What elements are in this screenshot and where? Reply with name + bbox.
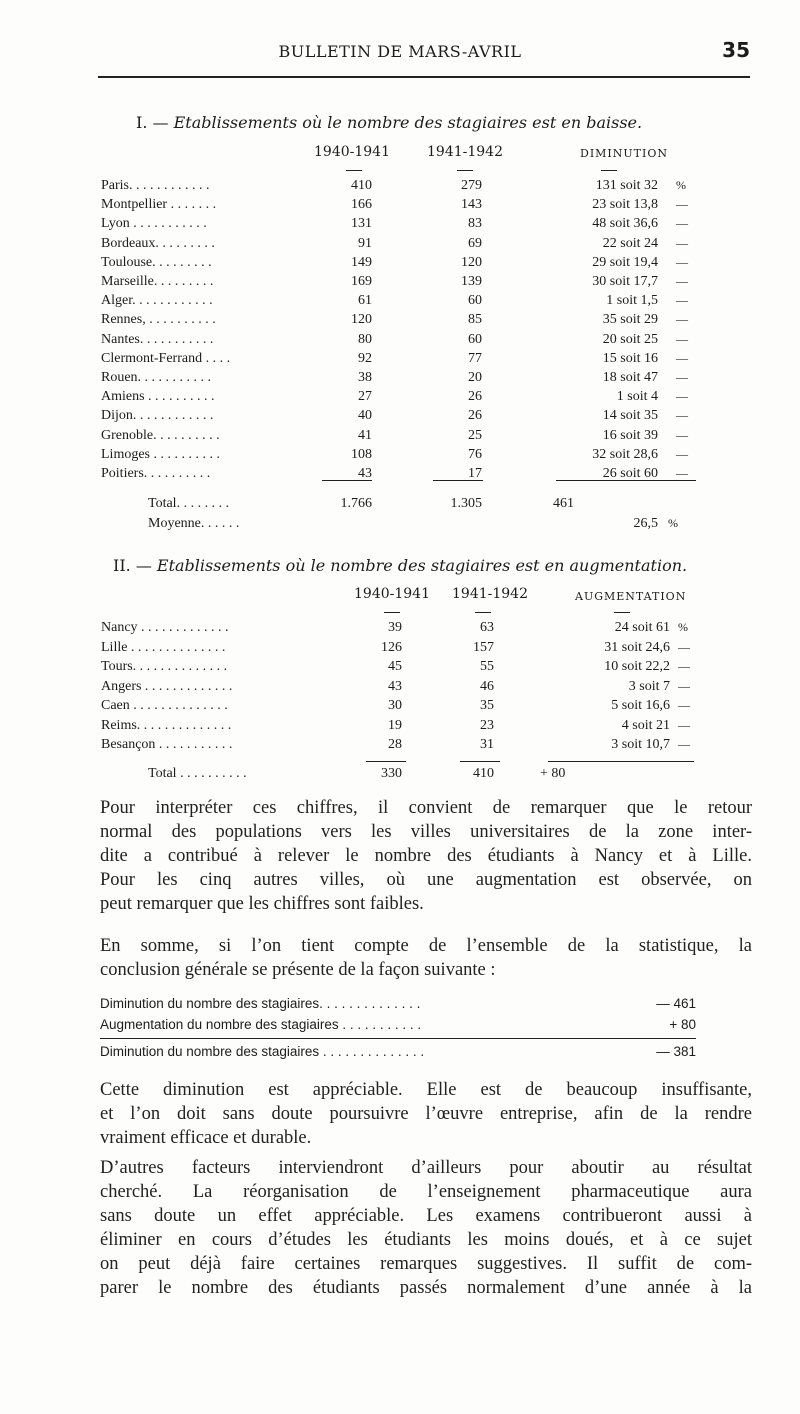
- row-unit: —: [678, 717, 690, 732]
- row-value-b: 26: [468, 408, 482, 424]
- p4-line: D’autres facteurs interviendront d’ailleurs pour aboutir au résultat: [100, 1158, 752, 1178]
- row-value-c: 31 soit 24,6: [604, 639, 670, 655]
- paragraph-1: [100, 796, 752, 916]
- s1-dash-c: [601, 170, 617, 171]
- s2-col-1941: 1941-1942: [452, 586, 528, 602]
- row-value-a: 108: [351, 446, 372, 462]
- row-name: Nancy . . . . . . . . . . . . .: [101, 620, 229, 635]
- row-name: Limoges . . . . . . . . . .: [101, 446, 220, 462]
- section-2-title: [113, 556, 687, 575]
- row-value-c: 5 soit 16,6: [611, 698, 670, 713]
- s2-total-c: + 80: [540, 766, 566, 781]
- s2-total-b: 410: [473, 766, 494, 781]
- s1-total-b: 1.305: [450, 496, 482, 511]
- row-value-b: 63: [480, 620, 494, 635]
- row-value-b: 60: [468, 293, 482, 309]
- s1-total-c: 461: [553, 496, 574, 511]
- p4-line: on peut déjà faire certaines remarques suggestives. Il suffit de com-: [100, 1254, 752, 1274]
- section-1-title: [136, 113, 642, 132]
- row-value-b: 35: [480, 698, 494, 713]
- row-value-b: 143: [461, 197, 482, 213]
- s2-total-rule-c: [548, 761, 694, 762]
- row-unit: —: [676, 293, 688, 308]
- s1-total-rule-b: [433, 480, 483, 481]
- row-value-c: 18 soit 47: [602, 370, 658, 385]
- row-value-c: 4 soit 21: [621, 717, 670, 733]
- table-row: [0, 312, 800, 332]
- row-value-c: 22 soit 24: [602, 235, 658, 251]
- row-value-b: 55: [480, 659, 494, 674]
- row-unit: —: [678, 698, 690, 712]
- row-unit: —: [676, 446, 688, 461]
- row-name: Caen . . . . . . . . . . . . . .: [101, 698, 228, 713]
- row-name: Rennes, . . . . . . . . . .: [101, 312, 216, 328]
- section-1-number: I. —: [136, 113, 169, 132]
- row-name: Alger. . . . . . . . . . . .: [101, 293, 213, 309]
- p1-line: peut remarquer que les chiffres sont faibles.: [100, 894, 424, 914]
- row-value-a: 120: [351, 312, 372, 328]
- row-value-a: 126: [381, 639, 402, 655]
- p1-line: dite a contribué à relever le nombre des étudiants à Nancy et à Lille.: [100, 846, 752, 866]
- table-row: [0, 737, 800, 757]
- row-unit: —: [676, 197, 688, 212]
- table-row: [0, 236, 800, 256]
- row-value-a: 40: [358, 408, 372, 424]
- row-value-a: 30: [388, 698, 402, 713]
- p4-line: sans doute un effet appréciable. Les examens contribueront aussi à: [100, 1206, 752, 1226]
- summary-value: — 461: [656, 996, 696, 1011]
- s2-dash-c: [614, 612, 630, 613]
- row-value-c: 30 soit 17,7: [592, 274, 658, 289]
- table-row: [0, 679, 800, 699]
- s1-moyenne-value: 26,5: [633, 516, 658, 531]
- row-value-b: 26: [468, 389, 482, 405]
- row-value-c: 3 soit 7: [628, 678, 670, 694]
- p4-line: cherché. La réorganisation de l’enseignement pharmaceutique aura: [100, 1182, 752, 1202]
- row-value-c: 131 soit 32: [595, 178, 658, 193]
- row-value-c: 20 soit 25: [602, 331, 658, 347]
- row-value-c: 14 soit 35: [602, 408, 658, 424]
- table-row: [0, 370, 800, 390]
- row-value-c: 48 soit 36,6: [592, 216, 658, 232]
- p3-line: vraiment efficace et durable.: [100, 1128, 312, 1148]
- table-row: [0, 408, 800, 428]
- row-value-c: 35 soit 29: [602, 312, 658, 328]
- s2-dash-a: [384, 612, 400, 613]
- table-row: [0, 718, 800, 738]
- row-name: Marseille. . . . . . . . .: [101, 274, 214, 289]
- summary-row-2: [100, 1017, 700, 1037]
- row-name: Bordeaux. . . . . . . . .: [101, 235, 215, 251]
- row-value-c: 32 soit 28,6: [592, 446, 658, 462]
- row-unit: —: [676, 216, 688, 231]
- row-value-b: 279: [461, 178, 482, 193]
- row-value-a: 19: [388, 717, 402, 733]
- s1-total-row: [0, 496, 800, 516]
- row-value-b: 76: [468, 446, 482, 462]
- row-value-c: 15 soit 16: [602, 350, 658, 366]
- row-value-b: 157: [473, 639, 494, 655]
- s2-dash-b: [475, 612, 491, 613]
- row-value-b: 69: [468, 235, 482, 251]
- p1-line: Pour les cinq autres villes, où une augmentation est observée, on: [100, 870, 752, 890]
- paragraph-2: [100, 934, 752, 982]
- row-value-c: 10 soit 22,2: [604, 659, 670, 674]
- row-name: Clermont-Ferrand . . . .: [101, 350, 231, 366]
- row-unit: —: [676, 235, 688, 250]
- summary-label: Diminution du nombre des stagiaires. . . . . . . . . . . . . .: [100, 996, 421, 1011]
- row-unit: —: [676, 331, 688, 346]
- row-name: Amiens . . . . . . . . . .: [101, 389, 215, 405]
- table-row: [0, 255, 800, 275]
- s1-dash-b: [457, 170, 473, 171]
- row-value-c: 26 soit 60: [602, 466, 658, 481]
- page-number: 35: [722, 38, 750, 62]
- table-row: [0, 351, 800, 371]
- section-2-heading: Etablissements où le nombre des stagiaires est en augmentation.: [156, 556, 688, 575]
- row-unit: —: [676, 427, 688, 442]
- row-value-a: 149: [351, 254, 372, 270]
- row-value-b: 77: [468, 350, 482, 366]
- row-value-a: 28: [388, 737, 402, 752]
- row-value-b: 83: [468, 216, 482, 232]
- s2-total-label: Total . . . . . . . . . .: [148, 766, 247, 781]
- row-value-a: 92: [358, 350, 372, 366]
- table-row: [0, 698, 800, 718]
- s1-col-diminution: DIMINUTION: [580, 147, 668, 160]
- row-unit: —: [676, 254, 688, 269]
- s1-dash-a: [346, 170, 362, 171]
- section-1-heading: Etablissements où le nombre des stagiaires est en baisse.: [173, 113, 643, 132]
- s1-total-a: 1.766: [340, 496, 372, 511]
- row-unit: —: [678, 678, 690, 693]
- row-value-c: 16 soit 39: [602, 427, 658, 443]
- p2-line: conclusion générale se présente de la façon suivante :: [100, 960, 496, 980]
- row-value-b: 60: [468, 331, 482, 347]
- summary-row-3: [100, 1044, 700, 1064]
- row-value-c: 24 soit 61: [614, 620, 670, 635]
- table-row: [0, 216, 800, 236]
- table-row: [0, 389, 800, 409]
- row-name: Besançon . . . . . . . . . . .: [101, 737, 233, 752]
- row-value-b: 17: [468, 466, 482, 481]
- row-value-a: 410: [351, 178, 372, 193]
- table-row: [0, 274, 800, 294]
- row-value-b: 31: [480, 737, 494, 752]
- row-value-b: 20: [468, 370, 482, 385]
- header-rule: [98, 76, 750, 78]
- row-name: Dijon. . . . . . . . . . . .: [101, 408, 214, 424]
- row-value-c: 3 soit 10,7: [611, 737, 670, 752]
- summary-rule: [100, 1038, 696, 1039]
- row-value-a: 43: [358, 466, 372, 481]
- s1-moyenne-unit: %: [668, 516, 678, 530]
- p4-line: parer le nombre des étudiants passés normalement d’une année à la: [100, 1278, 752, 1298]
- s2-total-rule-b: [460, 761, 500, 762]
- summary-label: Augmentation du nombre des stagiaires . . . . . . . . . . .: [100, 1017, 422, 1032]
- running-header: BULLETIN DE MARS-AVRIL: [278, 42, 522, 61]
- row-name: Tours. . . . . . . . . . . . . .: [101, 659, 228, 674]
- summary-label: Diminution du nombre des stagiaires . . . . . . . . . . . . . .: [100, 1044, 425, 1059]
- row-value-a: 91: [358, 235, 372, 251]
- table-row: [0, 466, 800, 486]
- s1-total-label: Total. . . . . . . .: [148, 496, 230, 511]
- row-name: Paris. . . . . . . . . . . .: [101, 178, 210, 193]
- row-name: Reims. . . . . . . . . . . . . .: [101, 717, 232, 733]
- row-unit: —: [676, 350, 688, 365]
- row-value-b: 23: [480, 717, 494, 733]
- row-value-b: 85: [468, 312, 482, 328]
- row-value-a: 43: [388, 678, 402, 694]
- s2-col-augmentation: AUGMENTATION: [575, 590, 687, 603]
- s1-total-rule-c: [556, 480, 696, 481]
- row-unit: —: [676, 408, 688, 423]
- row-unit: —: [678, 659, 690, 673]
- summary-row-1: [100, 996, 700, 1016]
- p1-line: normal des populations vers les villes universitaires de la zone inter-: [100, 822, 752, 842]
- row-name: Lyon . . . . . . . . . . .: [101, 216, 207, 232]
- s1-col-1941: 1941-1942: [427, 144, 503, 160]
- s2-col-1940: 1940-1941: [354, 586, 430, 602]
- row-value-a: 169: [351, 274, 372, 289]
- paragraph-4: [100, 1156, 752, 1300]
- table-row: [0, 447, 800, 467]
- row-unit: —: [678, 737, 690, 751]
- row-unit: —: [676, 370, 688, 384]
- summary-value: + 80: [669, 1017, 696, 1032]
- row-value-c: 23 soit 13,8: [592, 197, 658, 213]
- s2-total-rule-a: [366, 761, 406, 762]
- p3-line: Cette diminution est appréciable. Elle est de beaucoup insuffisante,: [100, 1080, 752, 1100]
- table-row: [0, 197, 800, 217]
- s1-total-rule-a: [322, 480, 372, 481]
- s1-moyenne-row: [0, 516, 800, 536]
- s1-moyenne-label: Moyenne. . . . . .: [148, 516, 240, 531]
- row-name: Toulouse. . . . . . . . .: [101, 254, 212, 270]
- row-value-a: 80: [358, 331, 372, 347]
- table-row: [0, 293, 800, 313]
- row-value-a: 27: [358, 389, 372, 405]
- row-name: Lille . . . . . . . . . . . . . .: [101, 639, 226, 655]
- row-unit: —: [676, 466, 688, 480]
- summary-value: — 381: [656, 1044, 696, 1059]
- row-name: Grenoble. . . . . . . . . .: [101, 427, 220, 443]
- p2-line: En somme, si l’on tient compte de l’ensemble de la statistique, la: [100, 936, 752, 956]
- row-value-c: 1 soit 1,5: [606, 293, 658, 309]
- row-value-b: 46: [480, 678, 494, 694]
- row-unit: —: [676, 274, 688, 288]
- row-unit: —: [676, 312, 688, 327]
- row-unit: %: [676, 178, 686, 192]
- row-value-b: 25: [468, 427, 482, 443]
- row-value-a: 45: [388, 659, 402, 674]
- row-value-c: 29 soit 19,4: [592, 254, 658, 270]
- table-row: [0, 332, 800, 352]
- row-value-c: 1 soit 4: [616, 389, 658, 405]
- row-name: Rouen. . . . . . . . . . .: [101, 370, 212, 385]
- row-name: Montpellier . . . . . . .: [101, 197, 217, 213]
- row-value-a: 166: [351, 197, 372, 213]
- row-unit: %: [678, 620, 688, 634]
- row-unit: —: [676, 389, 688, 404]
- s1-col-1940: 1940-1941: [314, 144, 390, 160]
- row-value-a: 41: [358, 427, 372, 443]
- table-row: [0, 178, 800, 198]
- row-name: Nantes. . . . . . . . . . .: [101, 331, 214, 347]
- row-unit: —: [678, 639, 690, 654]
- paragraph-3: [100, 1078, 752, 1150]
- row-value-a: 39: [388, 620, 402, 635]
- p1-line: Pour interpréter ces chiffres, il convient de remarquer que le retour: [100, 798, 752, 818]
- table-row: [0, 640, 800, 660]
- p3-line: et l’on doit sans doute poursuivre l’œuvre entreprise, afin de la rendre: [100, 1104, 752, 1124]
- table-row: [0, 659, 800, 679]
- row-name: Angers . . . . . . . . . . . . .: [101, 678, 233, 694]
- s2-total-row: [0, 766, 800, 786]
- row-value-a: 38: [358, 370, 372, 385]
- row-name: Poitiers. . . . . . . . . .: [101, 466, 211, 481]
- table-row: [0, 620, 800, 640]
- row-value-a: 131: [351, 216, 372, 232]
- row-value-b: 120: [461, 254, 482, 270]
- row-value-b: 139: [461, 274, 482, 289]
- section-2-number: II. —: [113, 556, 152, 575]
- s2-total-a: 330: [381, 766, 402, 781]
- p4-line: éliminer en cours d’études les étudiants les moins doués, et à ce sujet: [100, 1230, 752, 1250]
- table-row: [0, 428, 800, 448]
- row-value-a: 61: [358, 293, 372, 309]
